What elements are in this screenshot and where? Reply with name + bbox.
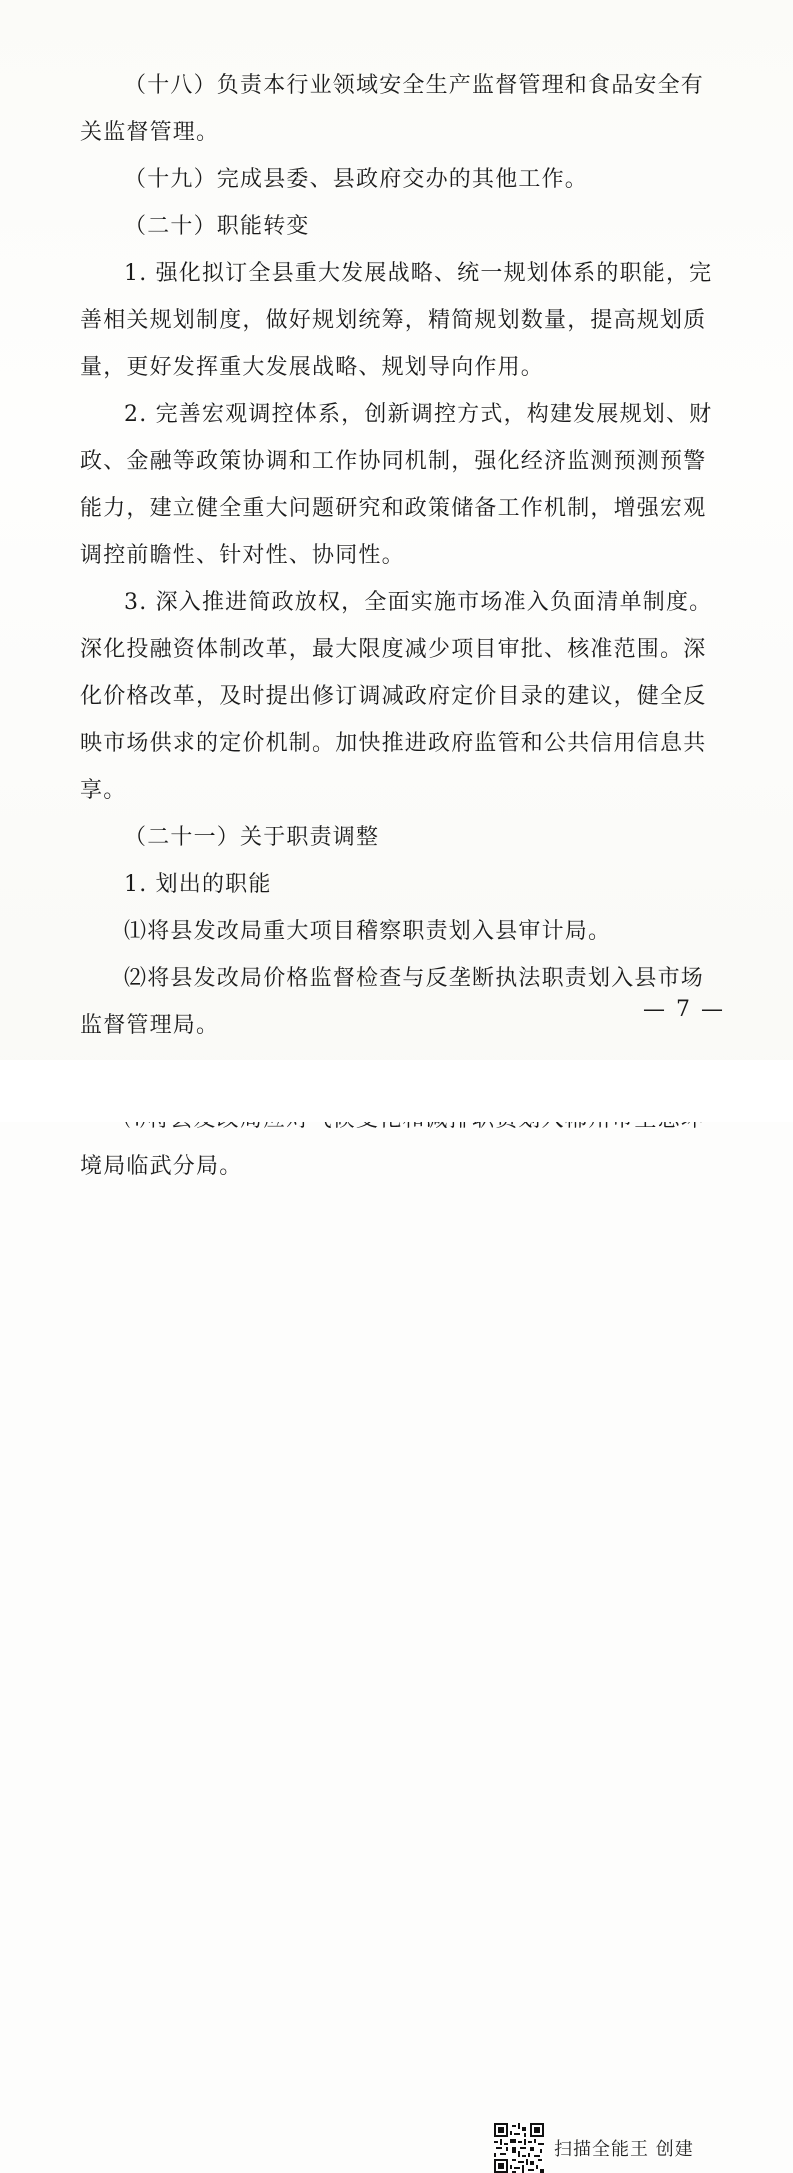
- scanner-label: 扫描全能王 创建: [554, 2139, 694, 2160]
- paragraph-20-item-3: 3. 深入推进简政放权，全面实施市场准入负面清单制度。深化投融资体制改革，最大限度减少项目审批、核准范围。深化价格改革，及时提出修订调减政府定价目录的建议，健全反映市场供求的定价机制。加快推进政府监管和公共信用信息共享。: [80, 590, 713, 803]
- document-body: [80, 62, 720, 1190]
- paragraph-21-sub-1: ⑴将县发改局重大项目稽察职责划入县审计局。: [124, 919, 612, 944]
- paragraph-19: （十九）完成县委、县政府交办的其他工作。: [124, 167, 589, 192]
- paragraph-20-item-1: 1. 强化拟订全县重大发展战略、统一规划体系的职能，完善相关规划制度，做好规划统筹，精简规划数量，提高规划质量，更好发挥重大发展战略、规划导向作用。: [80, 261, 713, 380]
- paragraph-20-heading: （二十）职能转变: [124, 214, 310, 239]
- paragraph-21-item-1: 1. 划出的职能: [124, 872, 272, 897]
- paragraph-21-heading: （二十一）关于职责调整: [124, 825, 380, 850]
- paragraph-21-sub-4: 境局临武分局。: [80, 1154, 243, 1179]
- page-number: — 7 —: [643, 997, 725, 1022]
- paragraph-21-sub-2: ⑵将县发改局价格监督检查与反垄断执法职责划入县市场监督管理局。: [80, 966, 705, 1038]
- paragraph-20-item-2: 2. 完善宏观调控体系，创新调控方式，构建发展规划、财政、金融等政策协调和工作协同机制，强化经济监测预测预警能力，建立健全重大问题研究和政策储备工作机制，增强宏观调控前瞻性、针对性、协同性。: [80, 402, 713, 568]
- qr-code-icon: [494, 2123, 544, 2173]
- paragraph-18: （十八）负责本行业领域安全生产监督管理和食品安全有关监督管理。: [80, 73, 705, 145]
